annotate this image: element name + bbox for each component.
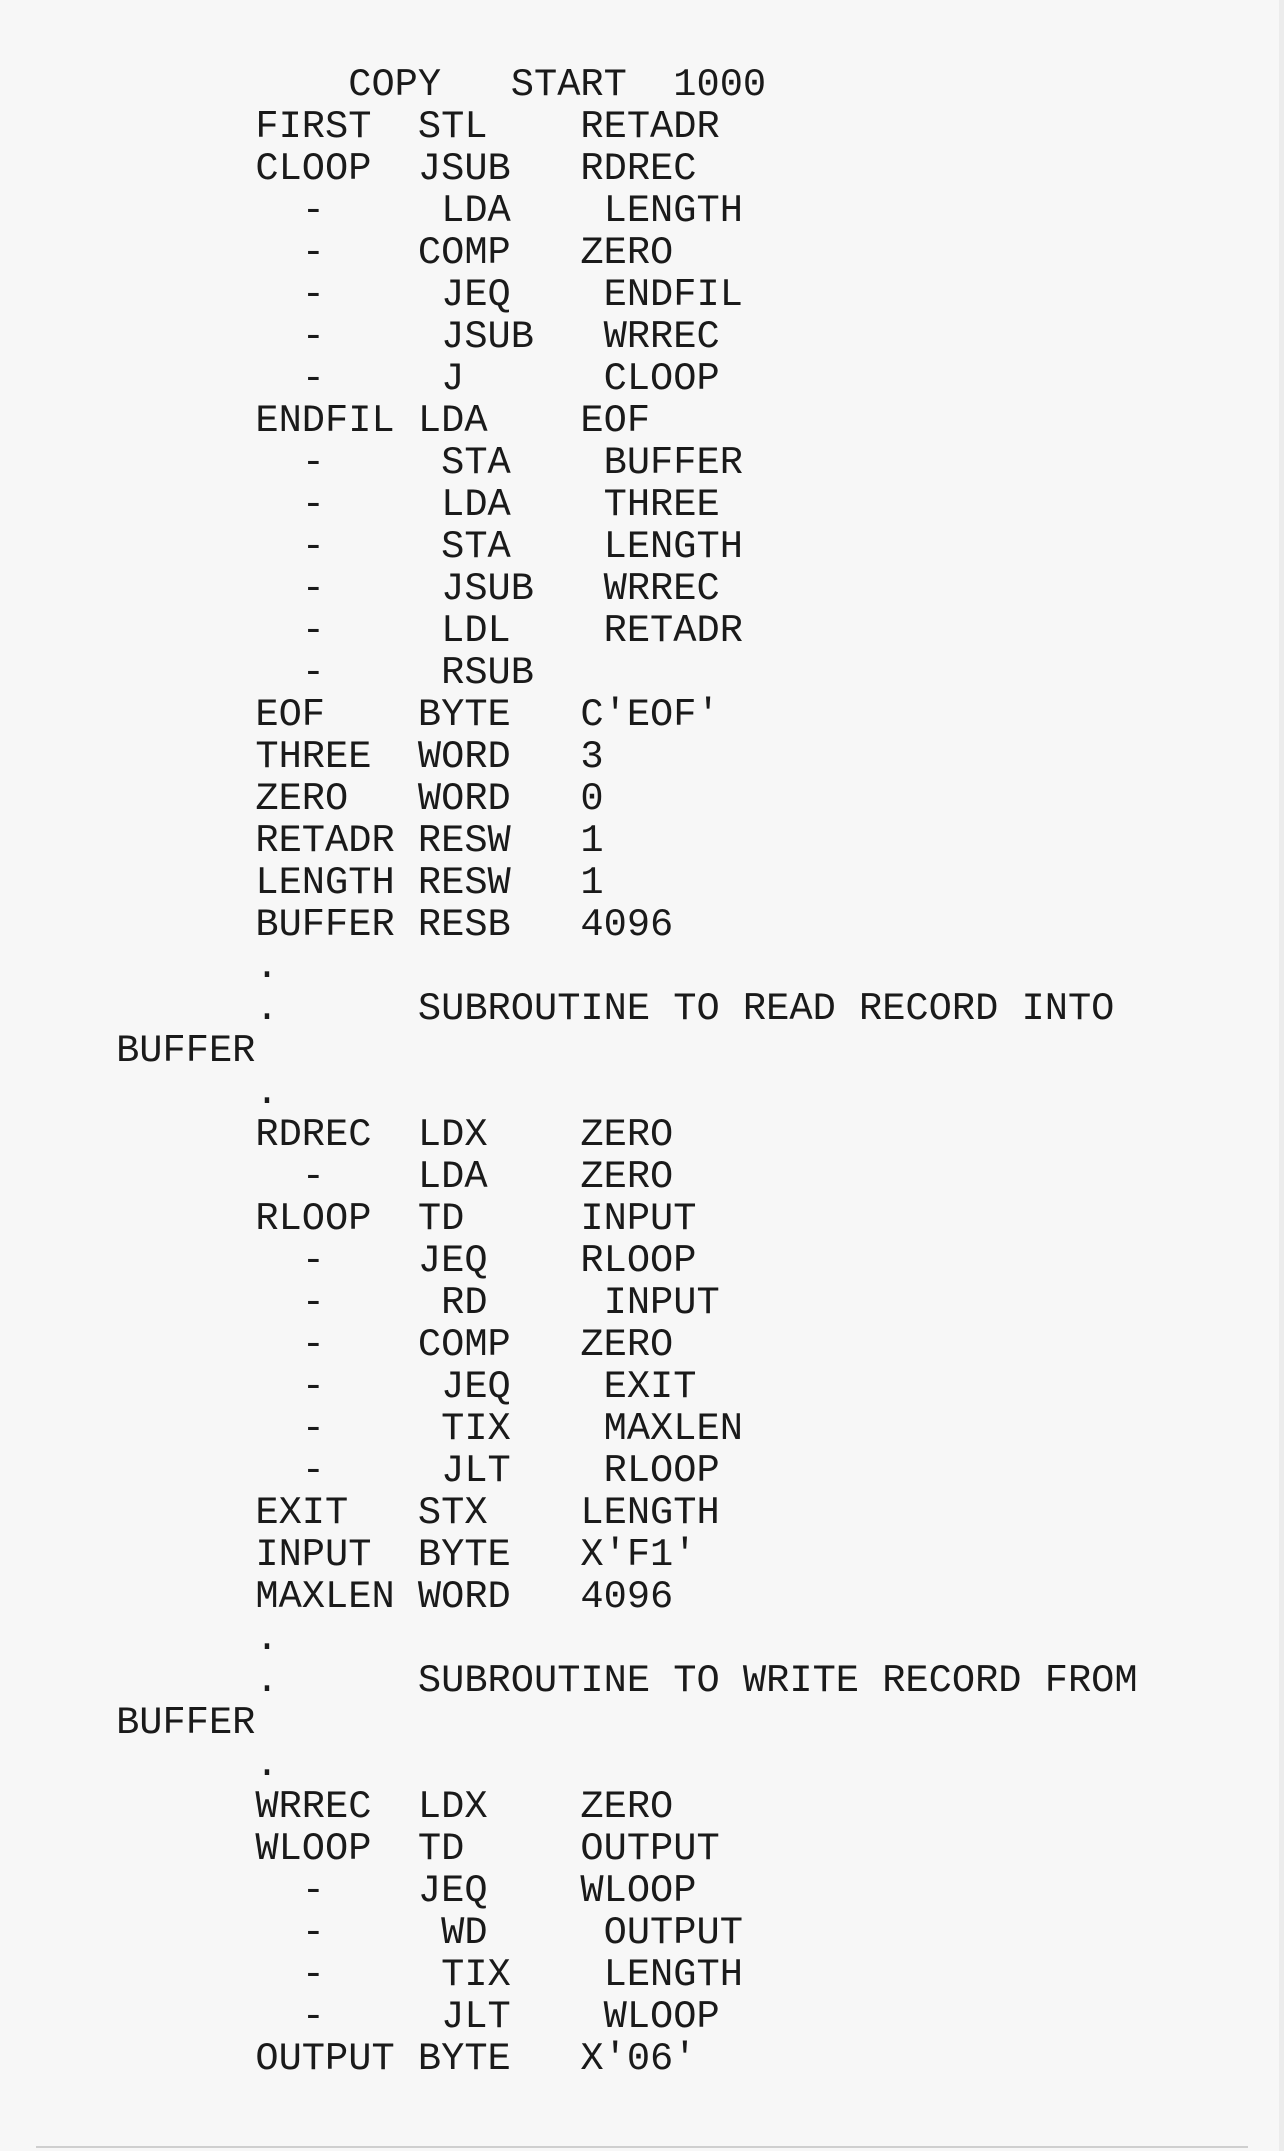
code-line: BUFFER RESB 4096 <box>0 903 674 947</box>
code-line: - JSUB WRREC <box>0 315 720 359</box>
code-line: RETADR RESW 1 <box>0 819 604 863</box>
code-line: CLOOP JSUB RDREC <box>0 147 697 191</box>
code-line: - JEQ WLOOP <box>0 1869 697 1913</box>
code-line: BUFFER <box>0 1701 256 1745</box>
code-line: - WD OUTPUT <box>0 1911 743 1955</box>
code-line: LENGTH RESW 1 <box>0 861 604 905</box>
code-line: ENDFIL LDA EOF <box>0 399 651 443</box>
code-line: - J CLOOP <box>0 357 720 401</box>
code-line: - JLT WLOOP <box>0 1995 720 2039</box>
code-line: - JEQ RLOOP <box>0 1239 697 1283</box>
code-line: . <box>0 945 279 989</box>
assembly-listing <box>0 64 1138 2080</box>
code-line: COPY START 1000 <box>0 63 767 107</box>
code-line: RDREC LDX ZERO <box>0 1113 674 1157</box>
code-line: RLOOP TD INPUT <box>0 1197 697 1241</box>
code-line: - RD INPUT <box>0 1281 720 1325</box>
code-line: THREE WORD 3 <box>0 735 604 779</box>
code-line: . <box>0 1617 279 1661</box>
code-line: - RSUB <box>0 651 534 695</box>
code-line: . <box>0 1743 279 1787</box>
code-line: - STA BUFFER <box>0 441 743 485</box>
code-line: - LDA ZERO <box>0 1155 674 1199</box>
code-line: EOF BYTE C'EOF' <box>0 693 720 737</box>
code-line: INPUT BYTE X'F1' <box>0 1533 697 1577</box>
code-line: WLOOP TD OUTPUT <box>0 1827 720 1871</box>
code-line: - TIX LENGTH <box>0 1953 743 1997</box>
code-line: - STA LENGTH <box>0 525 743 569</box>
code-line: . <box>0 1071 279 1115</box>
code-line: - LDL RETADR <box>0 609 743 653</box>
code-line: BUFFER <box>0 1029 256 1073</box>
code-line: MAXLEN WORD 4096 <box>0 1575 674 1619</box>
code-line: - JEQ ENDFIL <box>0 273 743 317</box>
code-line: - JEQ EXIT <box>0 1365 697 1409</box>
code-line: . SUBROUTINE TO WRITE RECORD FROM <box>0 1659 1138 1703</box>
code-line: ZERO WORD 0 <box>0 777 604 821</box>
code-line: OUTPUT BYTE X'06' <box>0 2037 697 2081</box>
code-line: . SUBROUTINE TO READ RECORD INTO <box>0 987 1115 1031</box>
page-edge <box>1279 0 1284 2151</box>
code-line: EXIT STX LENGTH <box>0 1491 720 1535</box>
code-line: - JLT RLOOP <box>0 1449 720 1493</box>
code-line: - LDA THREE <box>0 483 720 527</box>
code-line: - COMP ZERO <box>0 231 674 275</box>
code-line: WRREC LDX ZERO <box>0 1785 674 1829</box>
code-line: FIRST STL RETADR <box>0 105 720 149</box>
code-line: - JSUB WRREC <box>0 567 720 611</box>
code-line: - LDA LENGTH <box>0 189 743 233</box>
bottom-divider <box>36 2146 1248 2148</box>
code-line: - TIX MAXLEN <box>0 1407 743 1451</box>
code-line: - COMP ZERO <box>0 1323 674 1367</box>
